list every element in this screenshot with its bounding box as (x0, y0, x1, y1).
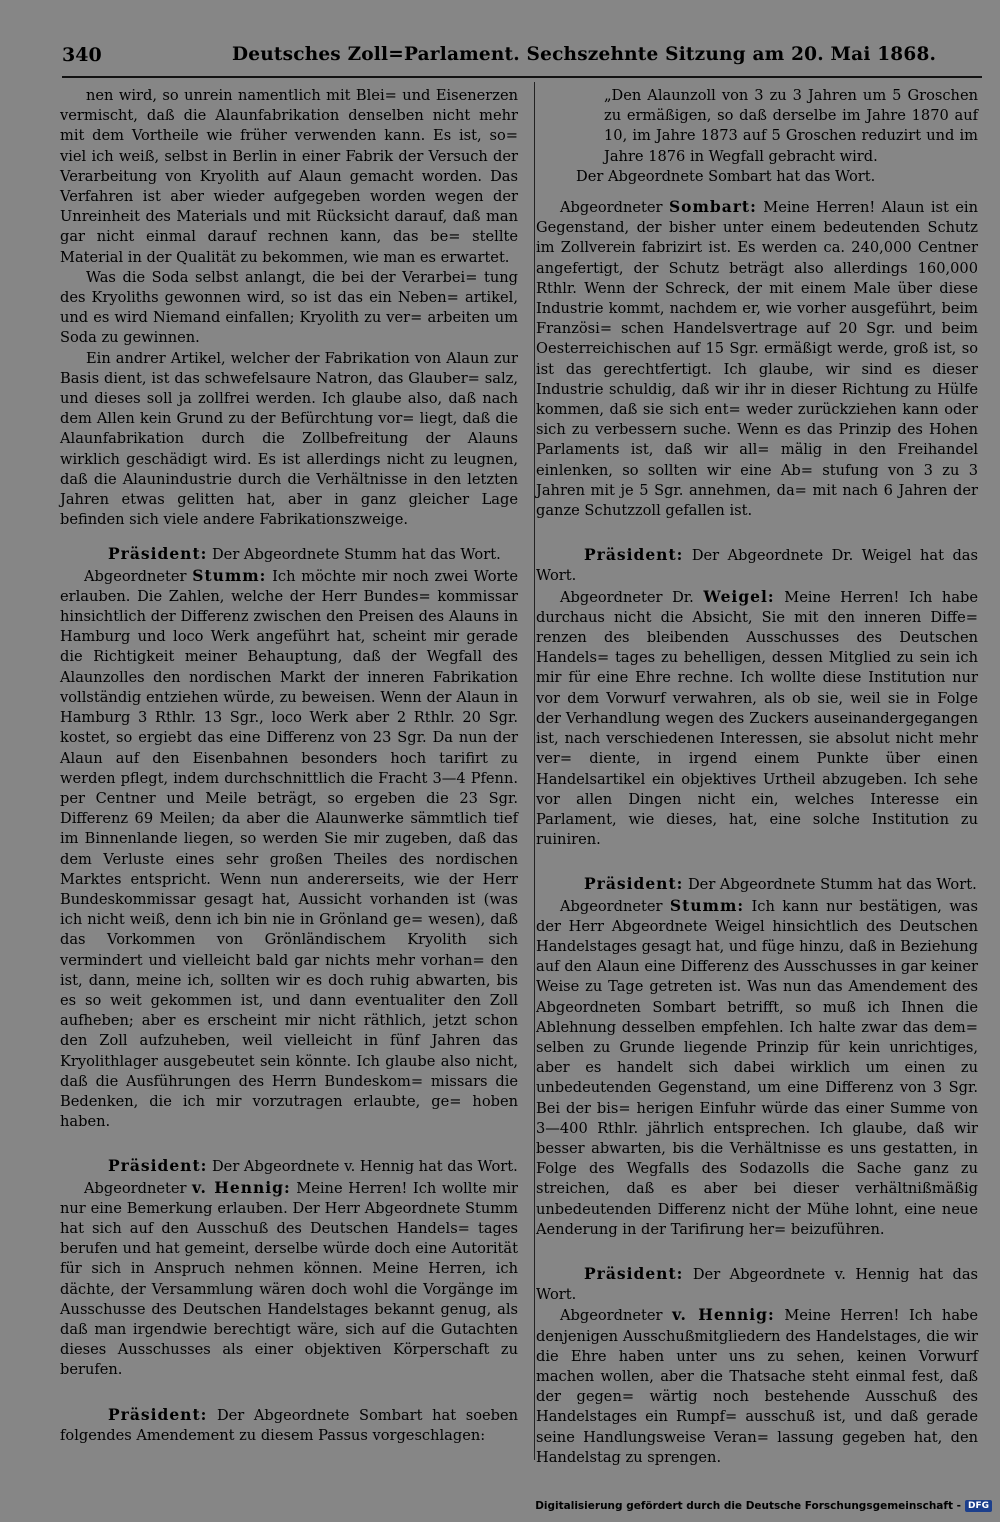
paragraph-text: Meine Herren! Ich wollte mir nur eine Bemerkung erlauben. Der Herr Abgeordnete Stumm hat sich auf den Ausschuß des Deutschen Handels= tages berufen und hat gemeint, derselbe würde doch eine Autorität für sich in Anspruch nehmen können. Meine Herren, ich dächte, der Versammlung wären doch wohl die Vorgänge im Ausschusse des Deutschen Handelstages bekannt genug, als daß man irgendwie berechtigt wäre, sich auf die Gutachten dieses Ausschusses als einer objektiven Körperschaft zu berufen. (60, 1179, 518, 1379)
speaker-name: Präsident: (108, 1156, 208, 1176)
column-divider (534, 82, 535, 1460)
speech-paragraph (536, 197, 978, 521)
speech-paragraph (60, 566, 518, 1133)
paragraph-text: Ich kann nur bestätigen, was der Herr Abgeordnete Weigel hinsichtlich des Deutschen Handelstages gesagt hat, und füge hinzu, daß in Beziehung auf den Alaun eine Differenz des Ausschusses in gar keiner Weise zu Tage getreten ist. Was nun das Amendement des Abgeordneten Sombart betrifft, so muß ich Ihnen die Ablehnung desselben empfehlen. Ich halte zwar das dem= selben zu Grunde liegende Prinzip für kein unrichtiges, aber es handelt sich dabei wirklich um einen zu unbedeutenden Gegenstand, um eine Differenz von 3 Sgr. Bei der bis= herigen Einfuhr würde das einer Summe von 3—400 Rthlr. jährlich entsprechen. Ich glaube, daß wir besser abwarten, bis die Verhältnisse es uns gestatten, in Folge des Wegfalls des Sodazolls die Sache ganz zu streichen, daß es aber bei dieser verhältnißmäßig unbedeutenden Differenz nicht der Mühe lohnt, eine neue Aenderung in der Tarifirung her= beizuführen. (536, 897, 979, 1238)
paragraph-gap (536, 521, 978, 531)
president-paragraph (60, 1156, 518, 1177)
speaker-role: Abgeordneter (84, 1179, 193, 1197)
page-number: 340 (62, 44, 102, 66)
speech-paragraph (536, 1305, 978, 1468)
paragraph-text: Der Abgeordnete v. Hennig hat das Wort. (211, 1158, 518, 1176)
paragraph-gap (60, 1132, 518, 1142)
paragraph-text: Meine Herren! Ich habe durchaus nicht die Absicht, Sie mit den inneren Diffe= renzen des bleibenden Ausschusses des Deutschen Handels= tages zu behelligen, dessen Mitglied zu sein ich mir für eine Ehre rechne. Ich wollte diese Institution nur vor dem Vorwurf verwahren, als ob sie, weil sie in Folge der Verhandlung wegen des Zuckers auseinandergegangen ist, nach verschiedenen Interessen, sie absolut nicht mehr ver= diente, in irgend einem Punkte über einen Handelsartikel ein objektives Urtheil abzugeben. Ich sehe vor allen Dingen nicht ein, welches Interesse ein Parlament, wie dieses, hat, eine solche Institution zu ruiniren. (536, 588, 979, 849)
dfg-logo: DFG (965, 1500, 992, 1512)
president-paragraph (60, 1405, 518, 1446)
paragraph-text: Der Abgeordnete Dr. Weigel hat das Wort. (536, 547, 978, 585)
paragraph-gap (60, 1381, 518, 1391)
page-header (62, 40, 982, 74)
body-paragraph: Ein andrer Artikel, welcher der Fabrikation von Alaun zur Basis dient, ist das schwefelsaure Natron, das Glauber= salz, und dieses soll ja zollfrei werden. Ich glaube also, daß nach dem Allen kein Grund zu der Befürchtung vor= liegt, daß die Alaunfabrikation durch die Zollbefreitung der Alauns wirklich geschädigt wird. Es ist allerdings nicht zu leugnen, daß die Alaunindustrie durch die Verhältnisse in den letzten Jahren etwas gelitten hat, aber in ganz gleicher Lage befinden sich viele andere Fabrikationszweige. (60, 349, 518, 529)
amendment-quote: „Den Alaunzoll von 3 zu 3 Jahren um 5 Groschen zu ermäßigen, so daß derselbe im Jahre 1870 auf 10, im Jahre 1873 auf 5 Groschen reduzirt und im Jahre 1876 in Wegfall gebracht wird. (604, 87, 978, 165)
paragraph-gap (536, 1468, 978, 1478)
speaker-role: Abgeordneter (560, 897, 670, 915)
funding-note: Digitalisierung gefördert durch die Deutsche Forschungsgemeinschaft - (535, 1500, 961, 1512)
speaker-role: Abgeordneter (560, 199, 669, 217)
speaker-name: Sombart: (668, 197, 757, 217)
speaker-name: Präsident: (584, 545, 684, 565)
paragraph-text: Der Abgeordnete Sombart hat soeben folgendes Amendement zu diesem Passus vorgeschlagen: (60, 1406, 518, 1444)
paragraph-text: Der Abgeordnete v. Hennig hat das Wort. (536, 1265, 979, 1304)
speaker-name: Präsident: (108, 544, 208, 564)
body-paragraph: Was die Soda selbst anlangt, die bei der Verarbei= tung des Kryoliths gewonnen wird, so ist das ein Neben= artikel, und es wird Niemand einfallen; Kryolith zu ver= arbeiten um Soda zu gewinnen. (60, 268, 518, 347)
speech-paragraph (536, 896, 978, 1240)
speech-paragraph (536, 587, 978, 851)
page-footer (535, 1500, 992, 1512)
paragraph-text: Ich möchte mir noch zwei Worte erlauben. Die Zahlen, welche der Herr Bundes= kommissar hinsichtlich der Differenz zwischen den Preisen des Alauns in Hamburg und loco Werk angeführt hat, scheint mir gerade die Richtigkeit meiner Behauptung, daß der Wegfall des Alaunzolles den nordischen Markt der inneren Fabrikation vollständig entziehen würde, zu beweisen. Wenn der Alaun in Hamburg 3 Rthlr. 13 Sgr., loco Werk aber 2 Rthlr. 20 Sgr. kostet, so ergiebt das eine Differenz von 23 Sgr. Da nun der Alaun auf den Eisenbahnen besonders hoch tarifirt zu werden pflegt, indem durchschnittlich die Fracht 3—4 Pfenn. per Centner und Meile beträgt, so ergeben die 23 Sgr. Differenz 69 Meilen; da aber die Alaunwerke sämmtlich tief im Binnenlande liegen, so werden Sie mir zugeben, daß das dem Verluste eines sehr großen Theiles des nordischen Marktes entspricht. Wenn nun andererseits, wie der Herr Bundeskommissar gesagt hat, Aussicht vorhanden ist (was ich nicht weiß, denn ich bin nie in Grönland ge= wesen), daß das Vorkommen von Grönländischem Kryolith sich vermindert und vielleicht bald gar nichts mehr vorhan= den ist, dann, meine ich, sollten wir es doch ruhig abwarten, bis es so weit gekommen ist, und dann eventualiter den Zoll aufheben; aber es erscheint mir nicht räthlich, jetzt schon den Zoll aufzuheben, weil vielleicht in fünf Jahren das Kryolithlager ausgebeutet sein könnte. Ich glaube also nicht, daß die Ausführungen des Herrn Bundeskom= missars die Bedenken, die ich mir vorzutragen erlaubte, ge= hoben haben. (60, 567, 519, 1131)
speaker-role: Abgeordneter (560, 1307, 673, 1325)
president-paragraph (536, 1264, 978, 1305)
right-column (536, 86, 978, 1478)
president-paragraph (536, 545, 978, 586)
speaker-role: Abgeordneter (84, 567, 193, 585)
body-paragraph: nen wird, so unrein namentlich mit Blei= und Eisenerzen vermischt, daß die Alaunfabrikation denselben nicht mehr mit dem Vortheile wie früher verwenden kann. Es ist, so= viel ich weiß, selbst in Berlin in einer Fabrik der Versuch der Verarbeitung von Kryolith auf Alaun gemacht worden. Das Verfahren ist aber wieder aufgegeben worden wegen der Unreinheit des Materials und mit Rücksicht darauf, daß man gar nicht einmal darauf rechnen kann, das be= stellte Material in der Qualität zu bekommen, wie man es erwartet. (60, 87, 518, 266)
speaker-name: Präsident: (584, 1263, 684, 1283)
paragraph-gap (536, 850, 978, 860)
president-paragraph (60, 544, 518, 565)
speaker-name: Stumm: (192, 565, 267, 585)
paragraph-text: Meine Herren! Alaun ist ein Gegenstand, der bisher unter einem bedeutenden Schutz im Zollverein fabrizirt ist. Es werden ca. 240,000 Centner angefertigt, der Schutz beträgt also allerdings 160,000 Rthlr. Wenn der Schreck, der mit einem Male über diese Industrie kommt, nachdem er, wie vorher ausgeführt, beim Französi= schen Handelsvertrage auf 20 Sgr. und beim Oesterreichischen auf 15 Sgr. ermäßigt werde, groß ist, so ist das gerechtfertigt. Ich glaube, wir sind es dieser Industrie schuldig, daß wir ihr in dieser Richtung zu Hülfe kommen, daß sie sich ent= weder zurückziehen kann oder sich zu verbessern suche. Wenn es das Prinzip des Hohen Parlaments ist, daß wir all= mälig in den Freihandel einlenken, so sollten wir eine Ab= stufung von 3 zu 3 Jahren mit je 5 Sgr. annehmen, da= mit nach 6 Jahren der ganze Schutzzoll gefallen ist. (536, 199, 978, 520)
paragraph-text: Der Abgeordnete Stumm hat das Wort. (687, 876, 977, 894)
speaker-name: v. Hennig: (672, 1305, 775, 1325)
speaker-name: v. Hennig: (192, 1177, 291, 1197)
left-column (60, 86, 518, 1446)
speech-paragraph (60, 1178, 518, 1381)
paragraph-text: Meine Herren! Ich habe denjenigen Ausschußmitgliedern des Handelstages, die wir die Ehre haben unter uns zu sehen, keinen Vorwurf machen wollen, aber die Thatsache steht einmal fest, daß der gegen= wärtig noch bestehende Ausschuß des Handelstages ein Rumpf= ausschuß ist, und daß gerade seine Handlungsweise Veran= lassung gegeben hat, den Handelstag zu sprengen. (536, 1307, 979, 1466)
floor-given-line: Der Abgeordnete Sombart hat das Wort. (576, 167, 876, 185)
speaker-name: Präsident: (584, 874, 684, 894)
speaker-role: Abgeordneter Dr. (560, 588, 704, 606)
paragraph-text: Der Abgeordnete Stumm hat das Wort. (211, 546, 501, 564)
president-paragraph (536, 874, 978, 895)
paragraph-gap (536, 1240, 978, 1250)
header-rule (62, 76, 982, 78)
paragraph-gap (536, 187, 978, 197)
running-title: Deutsches Zoll=Parlament. Sechszehnte Sitzung am 20. Mai 1868. (232, 44, 937, 65)
speaker-name: Präsident: (108, 1404, 208, 1424)
speaker-name: Weigel: (703, 586, 775, 606)
speaker-name: Stumm: (669, 895, 745, 915)
